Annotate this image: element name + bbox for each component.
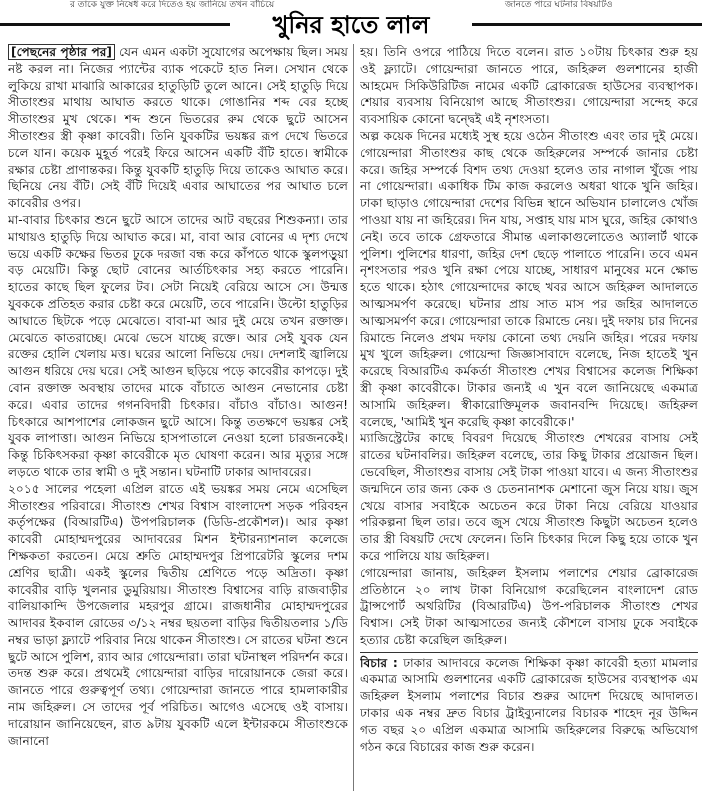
column-divider	[353, 44, 354, 791]
article-column-right	[360, 44, 698, 793]
article-headline: খুনির হাতে লাল	[272, 11, 430, 39]
paragraph: অল্প কয়েক দিনের মধ্যেই সুস্থ হয়ে ওঠেন সীতাংশু এবং তার দুই মেয়ে। গোয়েন্দারা সীতাংশুর কাছ থেকে জহিরুলের সম্পর্কে জানার চেষ্টা করে। জহির সম্পর্কে বিশদ তথ্য দেওয়া হলেও তার নাগাল খুঁজে পায় না গোয়েন্দারা। একাধিক টিম কাজ করলেও অধরা থাকে খুনি জহির। ঢাকা ছাড়াও গোয়েন্দারা দেশের বিভিন্ন স্থানে অভিযান চালালেও খোঁজ পাওয়া যায় না জহিরের। দিন যায়, সপ্তাহ যায় মাস ঘুরে, জহির কোথাও নেই। তবে তাকে গ্রেফতারে সীমান্ত এলাকাগুলোতেও অ্যালার্ট থাকে পুলিশ। পুলিশের ধারণা, জহির দেশ ছেড়ে পালাতে পারেনি। তবে এমন নৃশংসতার পরও খুনি রক্ষা পেয়ে যাচ্ছে, সাধারণ মানুষের মনে ক্ষোভ হতে থাকে। হঠাৎ গোয়েন্দাদের কাছে খবর আসে জহিরুল আদালতে আত্মসমর্পণ করেছে। ঘটনার প্রায় সাত মাস পর জহির আদালতে আত্মসমর্পণ করে। গোয়েন্দারা তাকে রিমান্ডে নেয়। দুই দফায় চার দিনের রিমান্ডে নিলেও প্রথম দফায় কোনো তথ্য দেয়নি জহির। পরের দফায় মুখ খুলে জহিরুল। গোয়েন্দা জিজ্ঞাসাবাদে বলেছে, নিজ হাতেই খুন করেছে বিআরটিএ কর্মকর্তা সীতাংশু শেখর বিশ্বাসের কলেজ শিক্ষিকা স্ত্রী কৃষ্ণা কাবেরীকে। টাকার জন্যই এ খুন বলে জানিয়েছে একমাত্র আসামি জহিরুল। স্বীকারোক্তিমূলক জবানবন্দি দিয়েছে। জহিরুল বলেছে, 'আমিই খুন করেছি কৃষ্ণা কাবেরীকে।'	[360, 128, 698, 429]
headline-rule-right	[472, 23, 702, 26]
verdict-paragraph	[360, 655, 698, 756]
paragraph-text: যেন এমন একটা সুযোগের অপেক্ষায় ছিল। সময় নষ্ট করল না। নিজের প্যান্টের ব্যাক পকেটে হাত নিল। সেখান থেকে লুকিয়ে রাখা মাঝারি আকারের হাতুড়িটি তুলে আনে। সেই হাতুড়ি দিয়ে সীতাংশুর মাথায় আঘাত করতে থাকে। গোঙানির শব্দ বের হচ্ছে সীতাংশুর মুখ থেকে। শব্দ শুনে ভিতরের রুম থেকে ছুটে আসেন সীতাংশুর স্ত্রী কৃষ্ণা কাবেরী। তিনি যুবকটির ভয়ঙ্কর রূপ দেখে ভিতরে চলে যান। কয়েক মুহূর্ত পরেই ফিরে আসেন একটি বঁটি হাতে। স্বামীকে রক্ষার চেষ্টা প্রাণান্তকর। কিন্তু যুবকটি হাতুড়ি দিয়ে তাকেও আঘাত করে। ছিনিয়ে নেয় বঁটি। সেই বঁটি দিয়েই এবার আঘাতের পর আঘাত চলে কাবেরীর ওপর।	[8, 45, 348, 211]
paragraph: গোয়েন্দারা জানায়, জহিরুল ইসলাম পলাশের শেয়ার ব্রোকারেজ প্রতিষ্ঠানে ২০ লাখ টাকা বিনিয়োগ করেছিলেন বাংলাদেশ রোড ট্রান্সপোর্ট অথরিটির (বিআরটিএ) উপ-পরিচালক সীতাংশু শেখর বিশ্বাস। সেই টাকা আত্মসাতের জন্যই কৌশলে বাসায় ঢুকে সবাইকে হত্যার চেষ্টা করেছিল জহিরুল।	[360, 565, 698, 647]
paragraph: ২০১৫ সালের পহেলা এপ্রিল রাতে এই ভয়ঙ্কর সময় নেমে এসেছিল সীতাংশুর পরিবারে। সীতাংশু শেখর বিশ্বাস বাংলাদেশ সড়ক পরিবহন কর্তৃপক্ষের (বিআরটিএ) উপপরিচালক (ডিডি-প্রকৌশল)। আর কৃষ্ণা কাবেরী মোহাম্মদপুরের আদাবরের মিশন ইন্টারন্যাশনাল কলেজে শিক্ষকতা করতেন। মেয়ে শ্রুতি মোহাম্মদপুর প্রিপারেটরি স্কুলের দশম শ্রেণির ছাত্রী। একই স্কুলের দ্বিতীয় শ্রেণিতে পড়ে অদ্রিতা। কৃষ্ণা কাবেরীর বাড়ি খুলনার ডুমুরিয়ায়। সীতাংশু বিশ্বাসের বাড়ি রাজবাড়ীর বালিয়াকান্দি উপজেলার মহরপুর গ্রামে। রাজধানীর মোহাম্মদপুরের আদাবর ইকবাল রোডের ৩/১২ নম্বর ছয়তলা বাড়ির দ্বিতীয়তলার ১/ডি নম্বর ভাড়া ফ্ল্যাটে পরিবার নিয়ে থাকেন সীতাংশু। সে রাতের ঘটনা শুনে ছুটে আসে পুলিশ, র‌্যাব আর গোয়েন্দারা। তারা ঘটনাস্থল পরিদর্শন করে। তদন্ত শুরু করে। প্রথমেই গোয়েন্দারা বাড়ির দারোয়ানকে জেরা করে। জানতে পারে গুরুত্বপূর্ণ তথ্য। গোয়েন্দারা জানতে পারে হামলাকারীর নাম জহিরুল। সে তাদের পূর্ব পরিচিত। আগেও এসেছে ওই বাসায়। দারোয়ান জানিয়েছেন, রাত ৯টায় যুবকটি এলে ইন্টারকমে সীতাংশুকে জানানো	[8, 481, 348, 748]
paragraph: ম্যাজিস্ট্রেটের কাছে বিবরণ দিয়েছে সীতাংশু শেখরের বাসায় সেই রাতের ঘটনাবলির। জহিরুল বলেছে, তার কিছু টাকার প্রয়োজন ছিল। ভেবেছিল, সীতাংশুর বাসায় সেই টাকা পাওয়া যাবে। এ জন্য সীতাংশুর জন্মদিনে তার জন্য কেক ও চেতনানাশক মেশানো জুস নিয়ে যায়। জুস খেয়ে বাসার সবাইকে অচেতন করে টাকা নিয়ে বেরিয়ে যাওয়ার পরিকল্পনা ছিল তার। তবে জুস খেয়ে সীতাংশু কিছুটা অচেতন হলেও তার স্ত্রী বিষয়টি দেখে ফেলেন। তিনি চিৎকার দিলে কিছু হয়ে তাকে খুন করে পালিয়ে যায় জহিরুল।	[360, 431, 698, 563]
headline-row	[0, 10, 702, 40]
article-column-left	[8, 44, 348, 793]
verdict-label: বিচার :	[360, 655, 398, 670]
paragraph: মা-বাবার চিৎকার শুনে ছুটে আসে তাদের আট বছরের শিশুকন্যা। তার মাথায়ও হাতুড়ি দিয়ে আঘাত করে। মা, বাবা আর বোনের এ দৃশ্য দেখে ভয়ে একটি কক্ষের ভিতর ঢুকে দরজা বন্ধ করে কাঁপতে থাকে স্কুলপড়ুয়া বড় মেয়েটি। কিন্তু ছোট বোনের আর্তচিৎকার সহ্য করতে পারেনি। হাতের কাছে ছিল ফুলের টব। সেটা নিয়েই বেরিয়ে আসে সে। উন্মত্ত যুবককে প্রতিহত করার চেষ্টা করে মেয়েটি, তবে পারেনি। উল্টো হাতুড়ির আঘাতে ছিটকে পড়ে মেঝেতে। বাবা-মা আর দুই মেয়ে তখন রক্তাক্ত। মেঝেতে কাতরাচ্ছে। মেঝে ভেসে যাচ্ছে রক্তে। আর সেই যুবক যেন রক্তের হোলি খেলায় মত্ত। ঘরের আলো নিভিয়ে দেয়। দেশলাই জ্বালিয়ে আগুন ধরিয়ে দেয় ঘরে। সেই আগুন ছড়িয়ে পড়ে কাবেরীর কাপড়ে। দুই বোন রক্তাক্ত অবস্থায় তাদের মাকে বাঁচাতে আগুন নেভানোর চেষ্টা করে। এবার তাদের গগনবিদারী চিৎকার। বাঁচাও বাঁচাও। আগুন! চিৎকারে আশপাশের লোকজন ছুটে আসে। কিন্তু ততক্ষণে ভয়ঙ্কর সেই যুবক লাপাত্তা। আগুন নিভিয়ে হাসপাতালে নেওয়া হলো চারজনকেই। কিন্তু চিকিৎসকরা কৃষ্ণা কাবেরীকে মৃত ঘোষণা করেন। আর মৃত্যুর সঙ্গে লড়তে থাকে তার স্বামী ও দুই সন্তান। ঘটনাটি ঢাকার আদাবরের।	[8, 212, 348, 479]
top-fragment-right: জানতে পারে ঘটনার বিষয়টিও	[505, 0, 613, 10]
clipped-top-line	[0, 0, 702, 10]
paragraph	[8, 44, 348, 212]
headline-rule-left	[0, 23, 230, 26]
continuation-label: [পেছনের পৃষ্ঠার পর]	[8, 44, 115, 60]
paragraph: হয়। তিনি ওপরে পাঠিয়ে দিতে বলেন। রাত ১০টায় চিৎকার শুরু হয় ওই ফ্ল্যাটে। গোয়েন্দারা জানতে পারে, জহিরুল গুলশানের হাজী আহমেদ সিকিউরিটিজ নামের একটি ব্রোকারেজ হাউসের ব্যবস্থাপক। শেয়ার ব্যবসায় বিনিয়োগ আছে সীতাংশুর। গোয়েন্দারা সন্দেহ করে ব্যবসায়িক কোনো দ্বন্দ্বেই এই নৃশংসতা।	[360, 45, 698, 127]
top-fragment-left: র তাকে যুক্ত নিষেধ করে দিতেও হয় জানিয়ে তখন বাঁচিয়ে	[70, 0, 275, 10]
section-rule	[360, 652, 698, 653]
verdict-text: ঢাকার আদাবরে কলেজ শিক্ষিকা কৃষ্ণা কাবেরী হত্যা মামলার একমাত্র আসামি গুলশানের একটি ব্রোকারেজ হাউসের ব্যবস্থাপক এম জহিরুল ইসলাম পলাশের বিচার শুরুর আদেশ দিয়েছে আদালত। ঢাকার এক নম্বর দ্রুত বিচার ট্রাইব্যুনালের বিচারক শাহেদ নূর উদ্দিন গত বছর ২০ এপ্রিল একমাত্র আসামি জহিরুলের বিরুদ্ধে অভিযোগ গঠন করে বিচারের কাজ শুরু করেন।	[360, 655, 698, 754]
